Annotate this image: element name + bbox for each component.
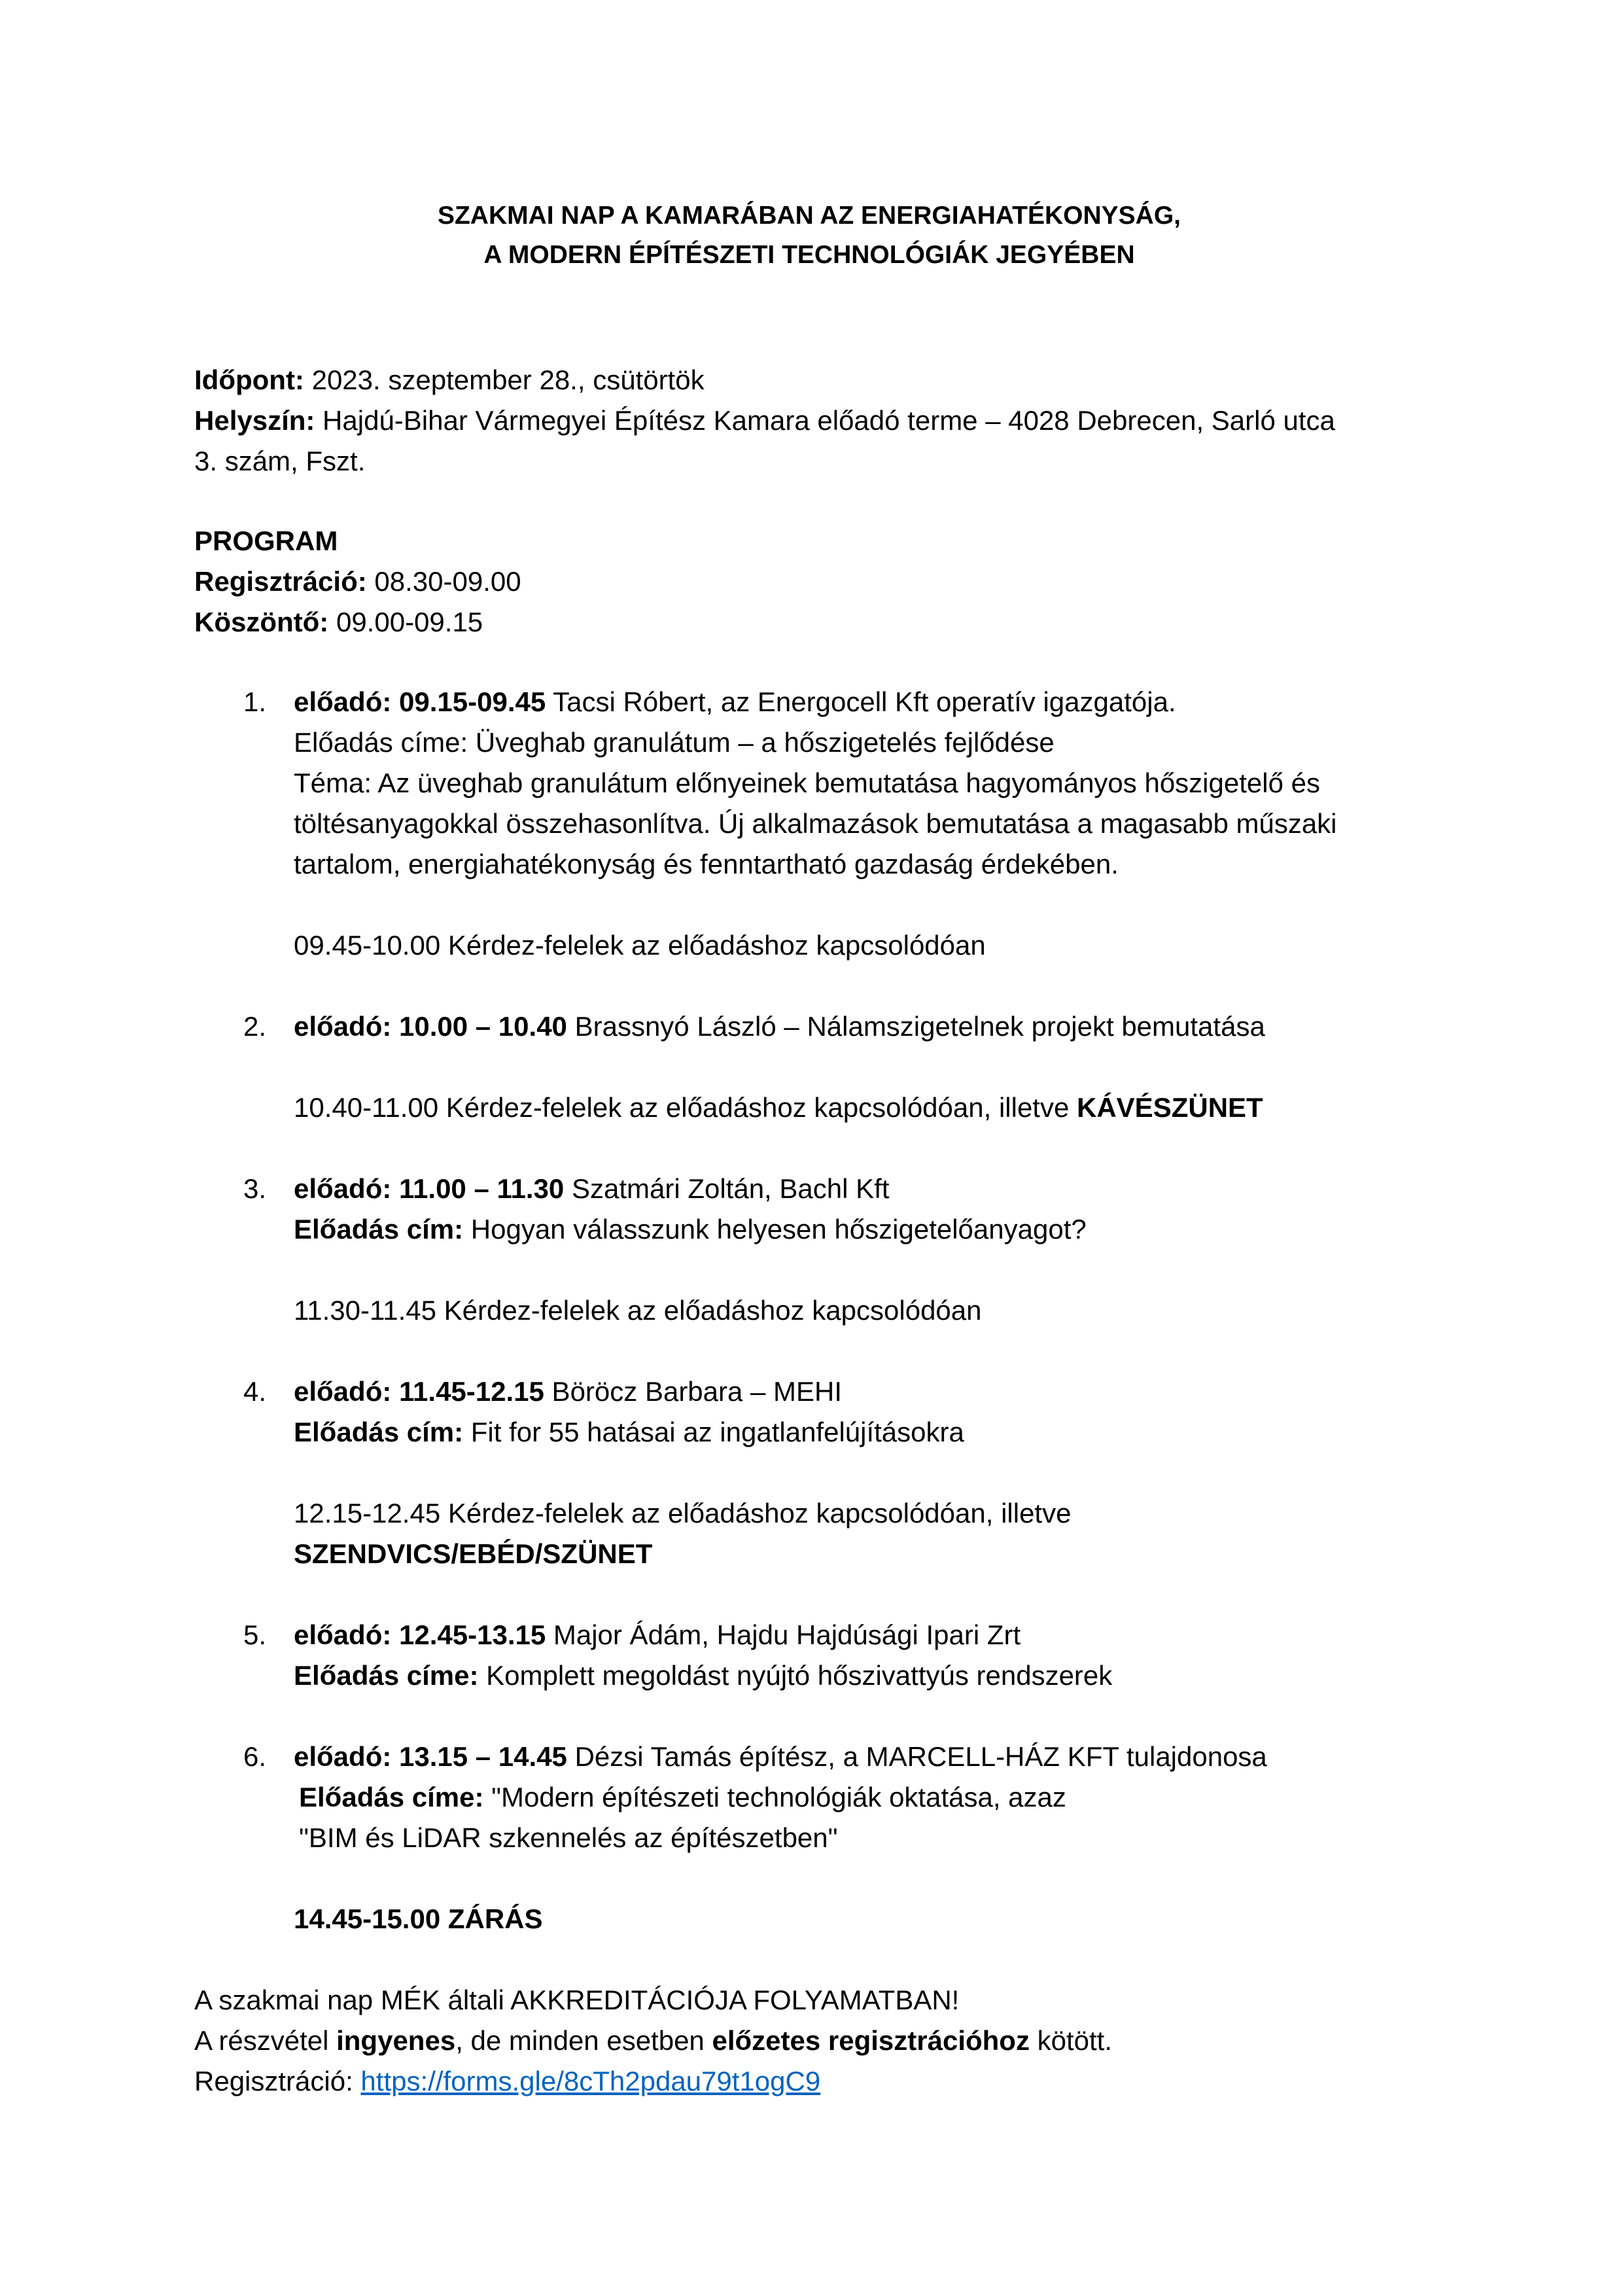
speaker-text: Brassnyó László – Nálamszigetelnek projekt bemutatása bbox=[567, 1011, 1265, 1042]
title-line-2: A MODERN ÉPÍTÉSZETI TECHNOLÓGIÁK JEGYÉBEN bbox=[483, 241, 1135, 269]
item-number: 1. bbox=[243, 686, 267, 717]
program-heading-text: PROGRAM bbox=[194, 525, 338, 556]
speaker-line bbox=[294, 1615, 1437, 1655]
speaker-line bbox=[294, 1006, 1437, 1047]
item-number: 6. bbox=[243, 1741, 267, 1772]
program-list bbox=[194, 682, 1437, 1939]
qa-text: 10.40-11.00 Kérdez-felelek az előadáshoz kapcsolódóan, illetve bbox=[294, 1092, 1077, 1123]
registration-link-line bbox=[194, 2061, 1437, 2102]
lunch-break-text: SZENDVICS/EBÉD/SZÜNET bbox=[294, 1538, 653, 1569]
speaker-line bbox=[294, 1371, 1437, 1412]
registration-link[interactable]: https://forms.gle/8cTh2pdau79t1ogC9 bbox=[360, 2066, 821, 2096]
item-number: 3. bbox=[243, 1173, 267, 1204]
speaker-text: Tacsi Róbert, az Energocell Kft operatív igazgatója. bbox=[546, 686, 1176, 717]
title-line-1: SZAKMAI NAP A KAMARÁBAN AZ ENERGIAHATÉKONYSÁG, bbox=[437, 202, 1181, 230]
talk-title-label: Előadás cím: bbox=[294, 1417, 464, 1447]
lunch-break bbox=[294, 1534, 1437, 1574]
venue-value-1: Hajdú-Bihar Vármegyei Építész Kamara előadó terme – 4028 Debrecen, Sarló utca bbox=[315, 405, 1335, 436]
talk-title bbox=[294, 1655, 1437, 1696]
participation-line bbox=[194, 2021, 1437, 2061]
qa-line: 11.30-11.45 Kérdez-felelek az előadáshoz kapcsolódóan bbox=[294, 1295, 982, 1326]
topic-line-2: töltésanyagokkal összehasonlítva. Új alkalmazások bemutatása a magasabb műszaki bbox=[294, 808, 1337, 839]
qa-line bbox=[294, 1087, 1437, 1128]
welcome-label: Köszöntő: bbox=[194, 607, 329, 637]
qa-line: 12.15-12.45 Kérdez-felelek az előadáshoz kapcsolódóan, illetve bbox=[294, 1498, 1072, 1528]
list-item bbox=[194, 1737, 1437, 1939]
speaker-line bbox=[294, 682, 1437, 722]
talk-title-text: Hogyan válasszunk helyesen hőszigetelőanyagot? bbox=[463, 1214, 1087, 1245]
date-label: Időpont: bbox=[194, 364, 304, 395]
closing-line bbox=[294, 1899, 1437, 1939]
venue-line bbox=[194, 400, 1437, 441]
participation-mid: , de minden esetben bbox=[455, 2025, 712, 2056]
talk-title bbox=[294, 1777, 1437, 1818]
talk-title-label: Előadás címe: bbox=[299, 1782, 484, 1812]
talk-title-text: Komplett megoldást nyújtó hőszivattyús rendszerek bbox=[478, 1660, 1113, 1691]
closing-text: 14.45-15.00 ZÁRÁS bbox=[294, 1903, 543, 1934]
speaker-line bbox=[294, 1169, 1437, 1209]
talk-title-text: "Modern építészeti technológiák oktatása, azaz bbox=[483, 1782, 1066, 1812]
speaker-text: Major Ádám, Hajdu Hajdúsági Ipari Zrt bbox=[546, 1619, 1021, 1650]
speaker-label: előadó: 13.15 – 14.45 bbox=[294, 1741, 567, 1772]
item-number: 4. bbox=[243, 1376, 267, 1407]
participation-pre: A részvétel bbox=[194, 2025, 337, 2056]
qa-line: 09.45-10.00 Kérdez-felelek az előadáshoz kapcsolódóan bbox=[294, 930, 986, 961]
item-number: 5. bbox=[243, 1619, 267, 1650]
accreditation-line: A szakmai nap MÉK általi AKKREDITÁCIÓJA FOLYAMATBAN! bbox=[194, 1985, 960, 2015]
talk-title-line-2: "BIM és LiDAR szkennelés az építészetben" bbox=[299, 1822, 838, 1853]
talk-title-label: Előadás cím: bbox=[294, 1214, 464, 1245]
speaker-label: előadó: 09.15-09.45 bbox=[294, 686, 546, 717]
list-item bbox=[194, 1371, 1437, 1574]
date-value: 2023. szeptember 28., csütörtök bbox=[304, 364, 705, 395]
speaker-line bbox=[294, 1737, 1437, 1777]
registration-line bbox=[194, 561, 1437, 602]
speaker-label: előadó: 11.00 – 11.30 bbox=[294, 1173, 565, 1204]
date-line bbox=[194, 360, 1437, 400]
list-item bbox=[194, 1006, 1437, 1128]
speaker-label: előadó: 11.45-12.15 bbox=[294, 1376, 544, 1407]
document-page bbox=[194, 196, 1437, 2102]
document-title bbox=[194, 196, 1437, 275]
speaker-label: előadó: 12.45-13.15 bbox=[294, 1619, 546, 1650]
participation-post: kötött. bbox=[1029, 2025, 1113, 2056]
list-item bbox=[194, 1169, 1437, 1331]
registration-label: Regisztráció: bbox=[194, 566, 367, 597]
topic-line-3: tartalom, energiahatékonyság és fenntartható gazdaság érdekében. bbox=[294, 849, 1119, 879]
list-item bbox=[194, 1615, 1437, 1696]
participation-free: ingyenes bbox=[336, 2025, 456, 2056]
program-heading bbox=[194, 521, 1437, 561]
talk-title: Előadás címe: Üveghab granulátum – a hőszigetelés fejlődése bbox=[294, 727, 1055, 758]
talk-title-label: Előadás címe: bbox=[294, 1660, 479, 1691]
talk-title bbox=[294, 1412, 1437, 1453]
venue-label: Helyszín: bbox=[194, 405, 315, 436]
talk-title-text: Fit for 55 hatásai az ingatlanfelújításokra bbox=[463, 1417, 964, 1447]
speaker-label: előadó: 10.00 – 10.40 bbox=[294, 1011, 567, 1042]
item-number: 2. bbox=[243, 1011, 267, 1042]
registration-link-label: Regisztráció: bbox=[194, 2066, 361, 2096]
speaker-text: Böröcz Barbara – MEHI bbox=[544, 1376, 843, 1407]
talk-title bbox=[294, 1209, 1437, 1250]
topic-line-1: Téma: Az üveghab granulátum előnyeinek bemutatása hagyományos hőszigetelő és bbox=[294, 768, 1320, 798]
welcome-value: 09.00-09.15 bbox=[328, 607, 483, 637]
list-item bbox=[194, 682, 1437, 966]
participation-reg: előzetes regisztrációhoz bbox=[712, 2025, 1030, 2056]
welcome-line bbox=[194, 602, 1437, 643]
speaker-text: Dézsi Tamás építész, a MARCELL-HÁZ KFT tulajdonosa bbox=[567, 1741, 1267, 1772]
venue-line-2: 3. szám, Fszt. bbox=[194, 446, 366, 476]
speaker-text: Szatmári Zoltán, Bachl Kft bbox=[564, 1173, 890, 1204]
registration-value: 08.30-09.00 bbox=[366, 566, 521, 597]
coffee-break: KÁVÉSZÜNET bbox=[1077, 1092, 1263, 1123]
